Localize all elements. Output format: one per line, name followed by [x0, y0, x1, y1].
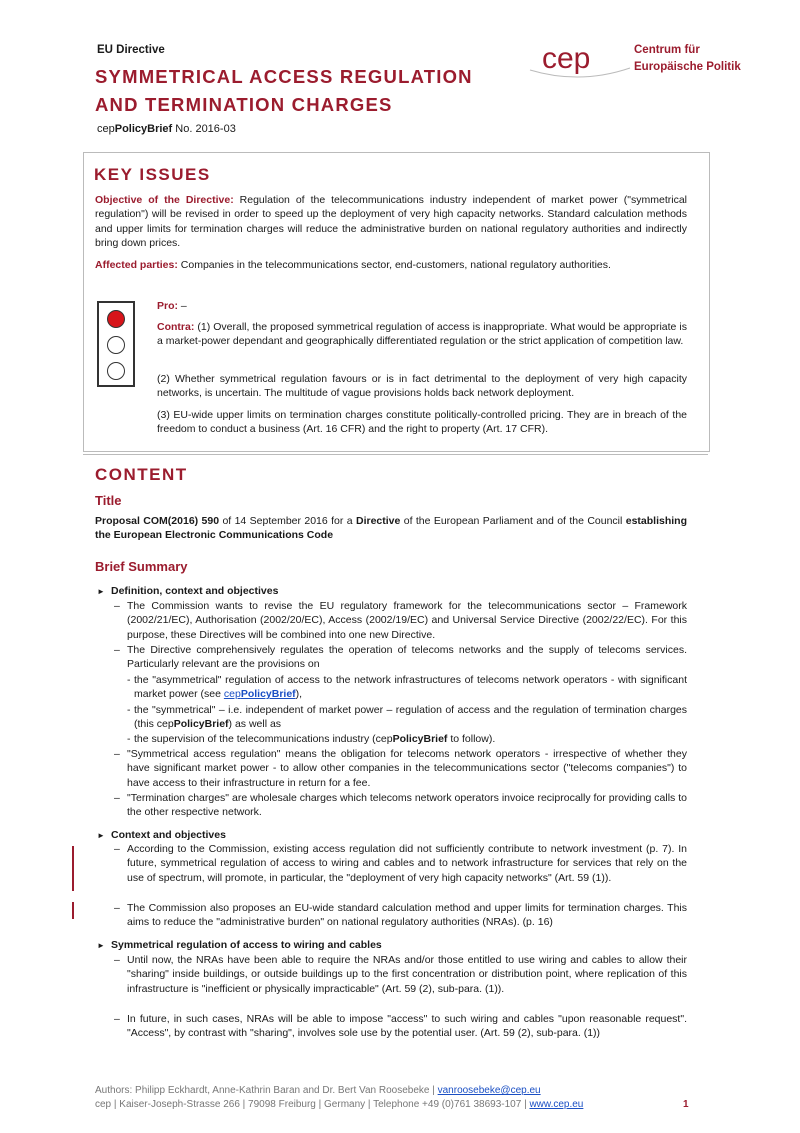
triangle-bullet-icon: ► — [97, 941, 105, 950]
page-number: 1 — [683, 1099, 689, 1110]
section-heading-symmetrical-regulation: ► Symmetrical regulation of access to wiring and cables — [97, 939, 382, 951]
list-item: – "Termination charges" are wholesale charges which telecoms network operators invoice reciprocally for providing calls to the other respective network. — [114, 792, 687, 819]
margin-change-bar — [72, 902, 74, 919]
section-heading-definition: ► Definition, context and objectives — [97, 585, 279, 597]
pro-paragraph: Pro: – — [157, 300, 187, 312]
logo-organization-name: Centrum für Europäische Politik — [634, 44, 741, 74]
list-item: – In future, in such cases, NRAs will be able to impose "access" to such wiring and cables "upon reasonable request". "Access", by contrast with "sharing", involves sole use by the potential user. (Art. 59 (2), sub-para. (1)) — [114, 1013, 687, 1040]
contra-paragraph-3: (3) EU-wide upper limits on termination charges constitute politically-controlled pricing. They are in breach of the freedom to conduct a business (Art. 16 CFR) and the right to property (Art. 17 CFR). — [157, 409, 687, 436]
list-item: – According to the Commission, existing access regulation did not sufficiently contribute to network investment (p. 7). In future, symmetrical regulation of access to wiring and cables and to network infrastructure for services that rely on the use of spectrum, will promote, in particular, the "deployment of very high capacity networks" (Art. 59 (1)). — [114, 843, 687, 884]
section-divider — [83, 454, 708, 455]
title-subheading: Title — [95, 493, 122, 508]
list-item: – "Symmetrical access regulation" means the obligation for telecoms network operators - irrespective of whether they have significant market power - to allow other companies in the telecommunications sector ("telecoms companies") to have access to their infrastructure in return for a fee. — [114, 748, 687, 789]
list-item: – The Directive comprehensively regulates the operation of telecoms networks and the supply of telecoms services. Particularly relevant are the provisions on — [114, 644, 687, 671]
document-type: EU Directive — [97, 44, 165, 56]
list-item: – The Commission wants to revise the EU regulatory framework for the telecommunications sector – Framework (2002/21/EC), Authorisation (2002/20/EC), Access (2002/19/EC) and Universal Service Directive (2002/22/EC). For this purpose, these Directives will be combined into one new Directive. — [114, 600, 687, 641]
footer-authors: Authors: Philipp Eckhardt, Anne-Kathrin Baran and Dr. Bert Van Roosebeke | vanroosebeke@cep.eu — [95, 1085, 541, 1096]
policy-brief-link[interactable]: cepPolicyBrief — [223, 688, 296, 701]
content-heading: CONTENT — [95, 465, 188, 484]
triangle-bullet-icon: ► — [97, 587, 105, 596]
list-item: – The Commission also proposes an EU-wide standard calculation method and upper limits for termination charges. This aims to reduce the "administrative burden" on national regulatory authorities (NRAs). (p. 16) — [114, 902, 687, 929]
affected-parties-paragraph: Affected parties: Companies in the telecommunications sector, end-customers, national regulatory authorities. — [95, 259, 611, 271]
document-title-line1: SYMMETRICAL ACCESS REGULATION — [95, 66, 473, 87]
green-light — [107, 362, 125, 380]
traffic-light-icon — [97, 301, 135, 387]
policy-brief-number: cepPolicyBrief No. 2016-03 — [97, 123, 236, 135]
document-title-line2: AND TERMINATION CHARGES — [95, 94, 393, 115]
footer-address: cep | Kaiser-Joseph-Strasse 266 | 79098 Freiburg | Germany | Telephone +49 (0)761 38693-107 | www.cep.eu — [95, 1099, 584, 1110]
key-issues-heading: KEY ISSUES — [94, 165, 211, 184]
sub-list-item: - the "symmetrical" – i.e. independent of market power – regulation of access and the regulation of termination charges (this cepPolicyBrief) as well as — [127, 704, 687, 731]
margin-change-bar — [72, 846, 74, 891]
red-light — [107, 310, 125, 328]
sub-list-item: - the supervision of the telecommunications industry (cepPolicyBrief to follow). — [127, 733, 496, 745]
amber-light — [107, 336, 125, 354]
triangle-bullet-icon: ► — [97, 831, 105, 840]
list-item: – Until now, the NRAs have been able to require the NRAs and/or those entitled to use wiring and cables to allow their "sharing" inside buildings, or outside buildings up to the first concentration or distribution point, where replication of this infrastructure is "inefficient or physically impracticable" (Art. 59 (2), sub-para. (1)). — [114, 954, 687, 995]
brief-summary-heading: Brief Summary — [95, 559, 188, 574]
section-heading-context: ► Context and objectives — [97, 829, 226, 841]
objective-paragraph: Objective of the Directive: Regulation of the telecommunications industry independent of market power ("symmetrical regulation") will be revised in order to speed up the deployment of very high capacity networks. Standard calculation methods and upper limits for termination charges will reduce the administrative burden on national regulatory authorities and indirectly bring down prices. — [95, 194, 687, 250]
proposal-paragraph: Proposal COM(2016) 590 of 14 September 2016 for a Directive of the European Parliament and of the Council establishing the European Electronic Communications Code — [95, 515, 687, 542]
contra-paragraph-2: (2) Whether symmetrical regulation favours or is in fact detrimental to the deployment of very high capacity networks, is uncertain. The multitude of vague provisions holds back network deployment. — [157, 373, 687, 400]
website-link[interactable]: www.cep.eu — [529, 1099, 584, 1110]
author-email-link[interactable]: vanroosebeke@cep.eu — [437, 1085, 541, 1096]
sub-list-item: - the "asymmetrical" regulation of access to the network infrastructures of telecoms network operators - with significant market power (see cepPolicyBrief), — [127, 674, 687, 701]
logo-wordmark: cep — [542, 42, 591, 75]
contra-paragraph-1: Contra: (1) Overall, the proposed symmetrical regulation of access is inappropriate. What would be appropriate is a market-power dependant and geographically differentiated regulation or the strict application of competition law. — [157, 321, 687, 348]
